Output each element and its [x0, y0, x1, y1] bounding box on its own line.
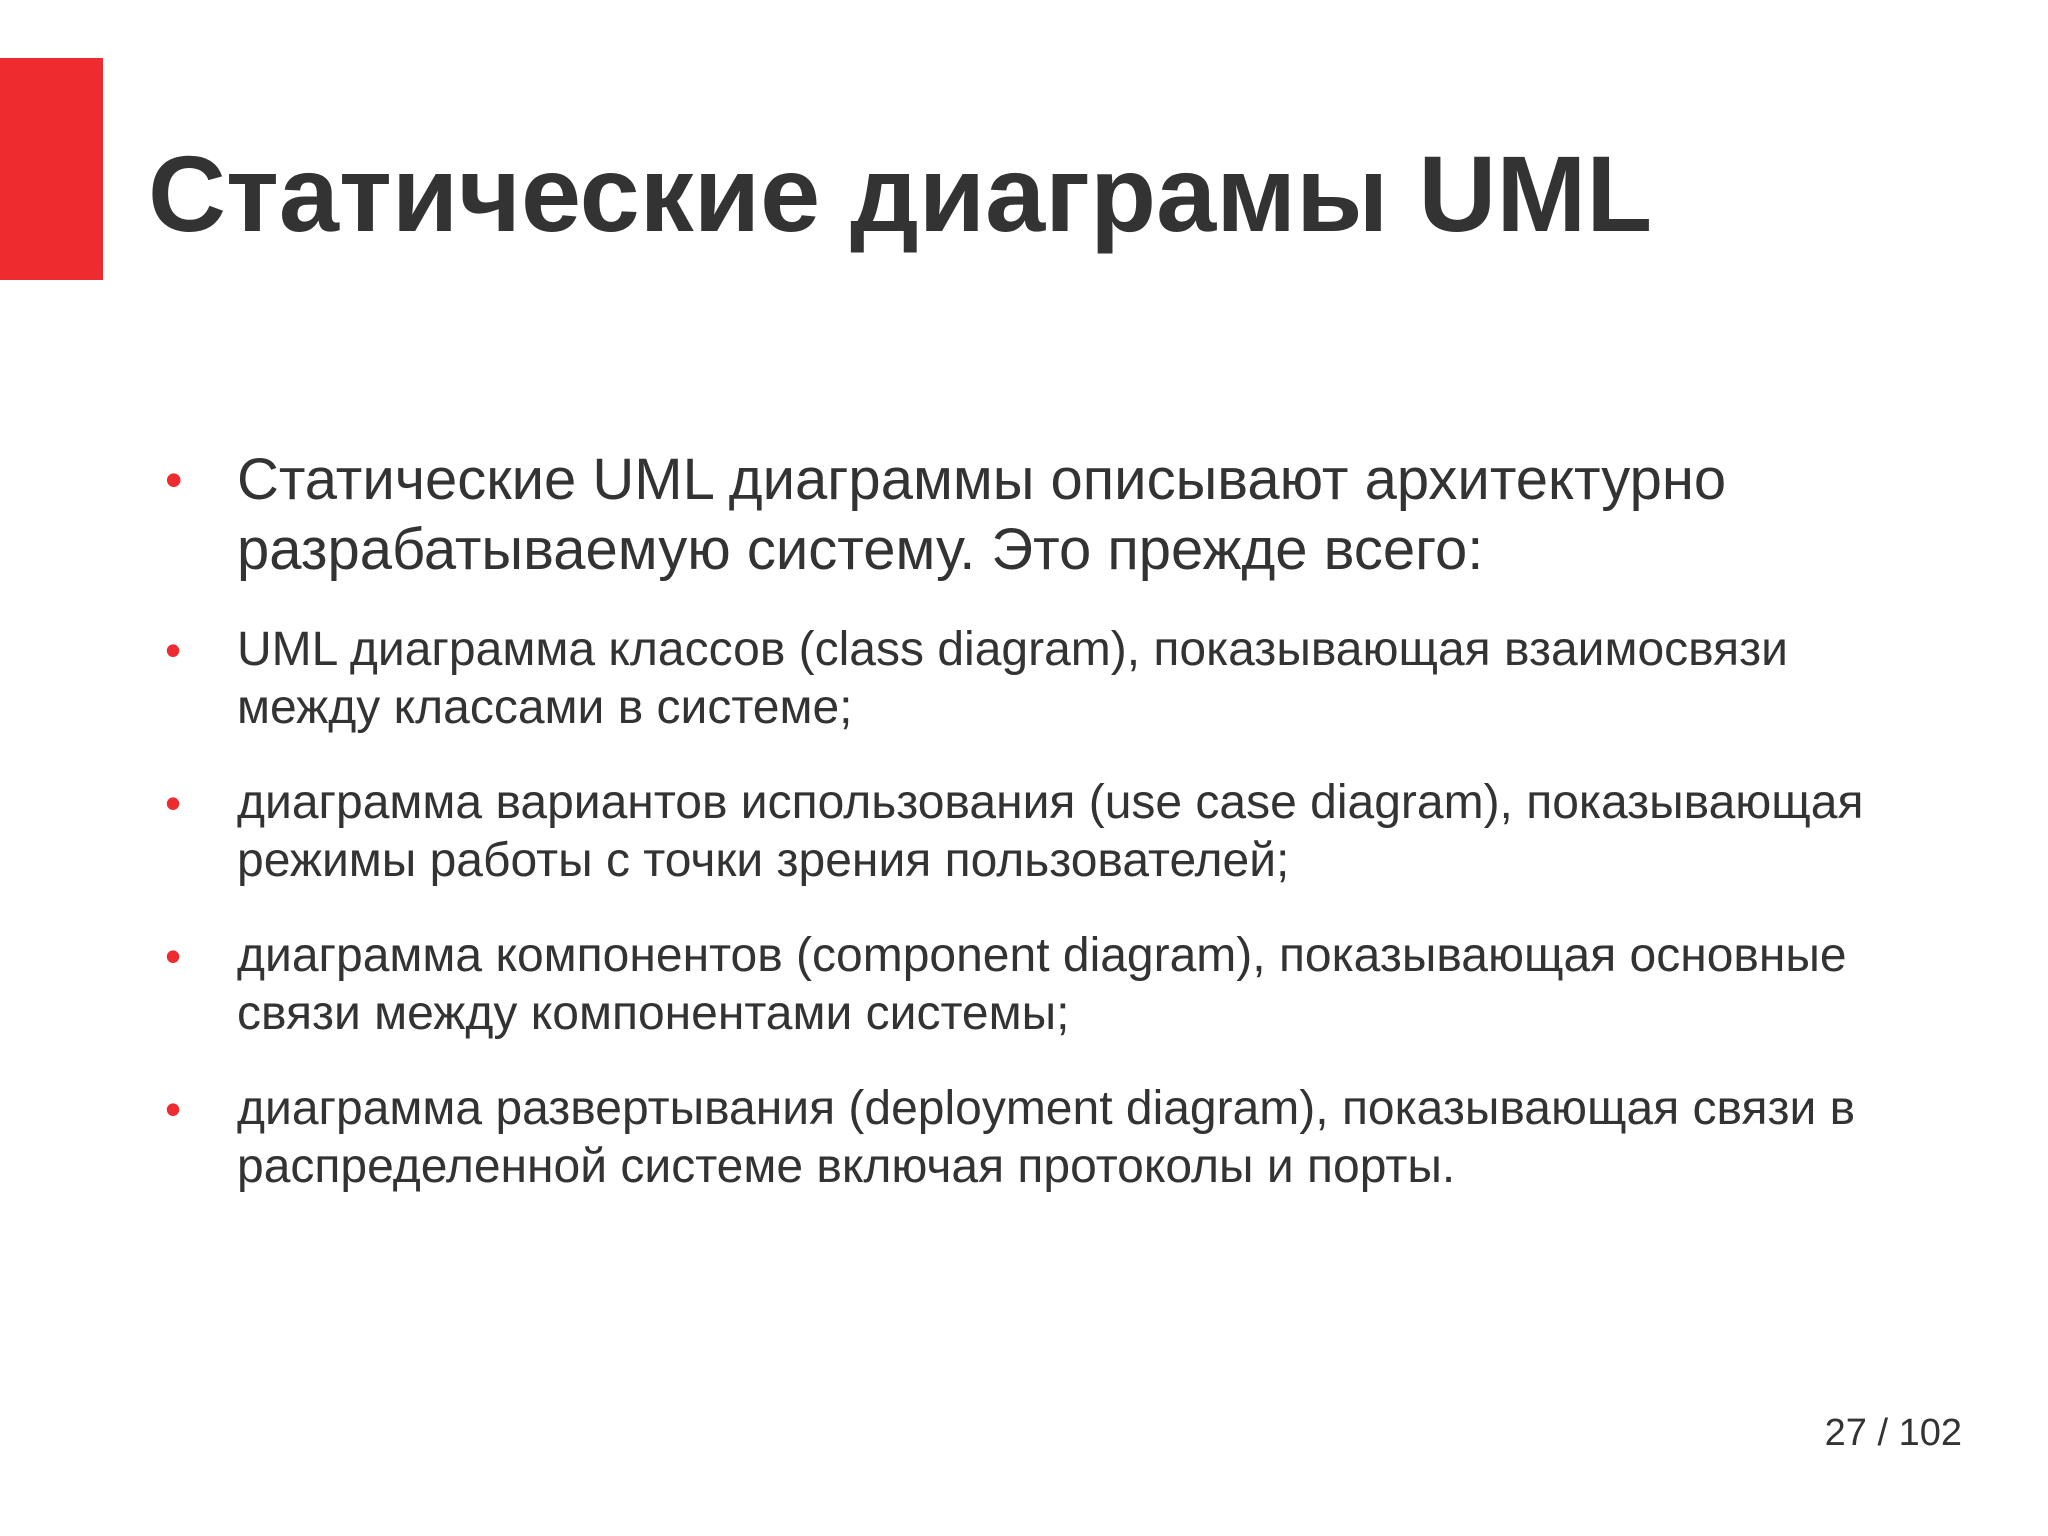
bullet-item	[165, 927, 1917, 1043]
bullet-text: диаграмма развертывания (deployment diagram), показывающая связи в распределенной системе включая протоколы и порты.	[237, 1082, 1856, 1193]
bullet-text: диаграмма вариантов использования (use case diagram), показывающая режимы работы с точки зрения пользователей;	[237, 776, 1864, 887]
bullet-text: Статические UML диаграммы описывают архитектурно разрабатываемую систему. Это прежде всего:	[237, 447, 1727, 582]
bullet-text: диаграмма компонентов (component diagram), показывающая основные связи между компонентами системы;	[237, 929, 1847, 1040]
bullet-item	[165, 621, 1917, 737]
bullet-dot-icon: •	[165, 777, 182, 829]
bullet-item	[165, 445, 1917, 585]
bullet-item	[165, 1080, 1917, 1196]
bullet-dot-icon: •	[165, 930, 182, 982]
bullet-dot-icon: •	[165, 624, 182, 676]
bullet-dot-icon: •	[165, 452, 183, 508]
slide-title: Статические диаграмы UML	[148, 133, 1653, 254]
bullet-dot-icon: •	[165, 1083, 182, 1135]
bullet-item	[165, 774, 1917, 890]
title-accent-bar	[0, 58, 103, 280]
page-number: 27 / 102	[1824, 1412, 1962, 1454]
bullet-text: UML диаграмма классов (class diagram), показывающая взаимосвязи между классами в системе;	[237, 623, 1788, 734]
